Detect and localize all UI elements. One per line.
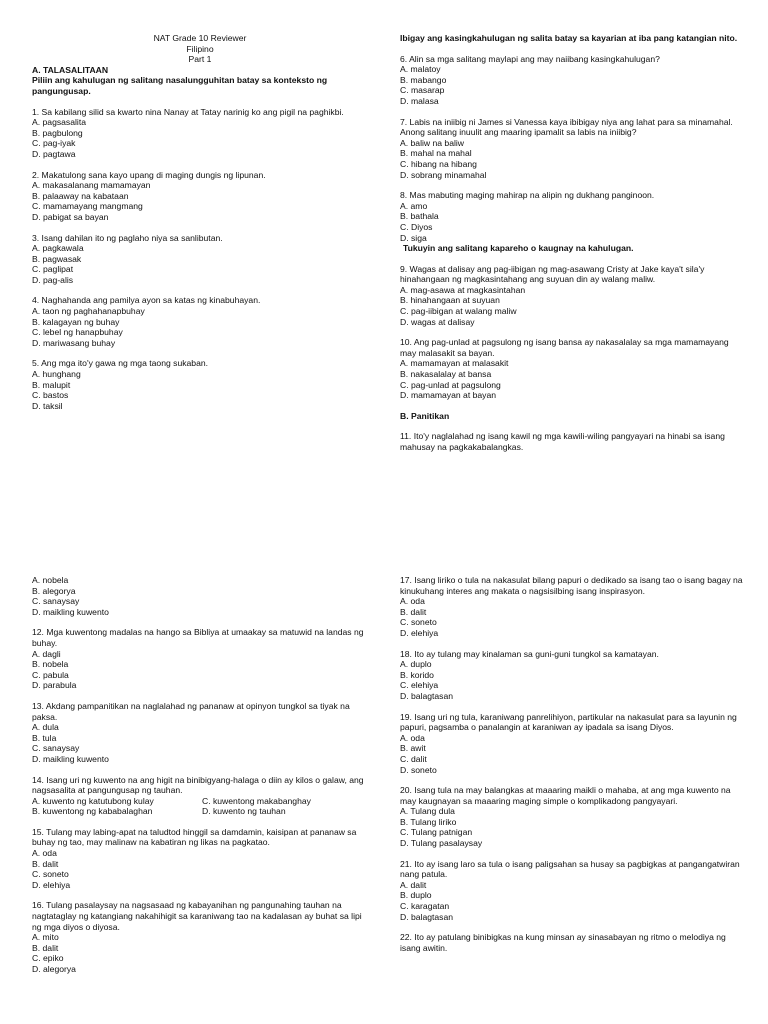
question-text: 5. Ang mga ito'y gawa ng mga taong sukaban. <box>32 358 209 369</box>
option-c: C. epiko <box>32 953 64 964</box>
question-21 <box>400 859 745 923</box>
option-a: A. malatoy <box>400 64 441 75</box>
column-top-left <box>32 33 368 411</box>
part-label: Part 1 <box>188 54 212 65</box>
option-b: B. bathala <box>400 211 439 222</box>
question-text: 17. Isang liriko o tula na nakasulat bilang papuri o dedikado sa isang tao o isang bagay na kinukuhang interes ang makata o nagsisilbing isang inspirasyon. <box>400 575 743 596</box>
option-b: B. kuwentong ng kababalaghan <box>32 806 153 817</box>
option-d: D. mamamayan at bayan <box>400 390 497 401</box>
option-c: C. bastos <box>32 390 69 401</box>
column-top-right <box>400 33 745 453</box>
option-d: D. parabula <box>32 680 77 691</box>
section-a-instructions: Piliin ang kahulugan ng salitang nasalungguhitan batay sa konteksto ng pangungusap. <box>32 75 328 96</box>
option-a: A. duplo <box>400 659 432 670</box>
question-7 <box>400 117 745 181</box>
option-b: B. nobela <box>32 659 69 670</box>
option-d: D. maikling kuwento <box>32 606 109 617</box>
option-c: C. hibang na hibang <box>400 158 477 169</box>
option-c: C. kuwentong makabanghay <box>202 795 311 806</box>
question-4 <box>32 295 368 348</box>
option-c: C. pag-iibigan at walang maliw <box>400 306 517 317</box>
option-b: B. palaaway na kabataan <box>32 190 129 201</box>
question-3 <box>32 233 368 286</box>
option-d: D. pabigat sa bayan <box>32 211 109 222</box>
option-b: B. tula <box>32 732 57 743</box>
question-text: 21. Ito ay isang laro sa tula o isang paligsahan sa husay sa pagbigkas at pangangatwiran nang patula. <box>400 858 740 880</box>
option-b: B. kalagayan ng buhay <box>32 316 120 327</box>
option-c: C. lebel ng hanapbuhay <box>32 327 123 338</box>
option-c: C. Diyos <box>400 221 433 232</box>
question-11-options <box>32 575 372 617</box>
question-1 <box>32 107 368 160</box>
option-c: C. karagatan <box>400 901 450 912</box>
option-d: D. elehiya <box>32 879 71 890</box>
page-title: NAT Grade 10 Reviewer <box>153 33 247 43</box>
option-b: B. hinahangaan at suyuan <box>400 295 500 306</box>
option-b: B. pagwasak <box>32 253 82 264</box>
option-c: C. pag-unlad at pagsulong <box>400 379 501 390</box>
section-a-title: A. TALASALITAAN <box>32 64 109 75</box>
section-a3-instructions: Tukuyin ang salitang kapareho o kaugnay na kahulugan. <box>403 243 634 254</box>
option-d: D. kuwento ng tauhan <box>202 806 286 817</box>
option-c: C. sanaysay <box>32 596 80 607</box>
option-d: D. malasa <box>400 95 439 106</box>
option-b: B. nakasalalay at bansa <box>400 369 492 380</box>
question-8 <box>400 190 745 243</box>
question-10 <box>400 337 745 401</box>
option-a: A. Tulang dula <box>400 806 455 817</box>
option-c: C. pag-iyak <box>32 138 76 149</box>
question-16 <box>32 900 372 974</box>
option-d: D. elehiya <box>400 627 439 638</box>
question-22 <box>400 932 745 953</box>
question-20 <box>400 785 745 849</box>
column-bottom-left <box>32 575 372 975</box>
option-c: C. sanaysay <box>32 743 80 754</box>
option-a: A. oda <box>32 848 57 859</box>
question-text: 3. Isang dahilan ito ng paglaho niya sa sanlibutan. <box>32 232 223 243</box>
question-text: 14. Isang uri ng kuwento na ang higit na binibigyang-halaga o diin ay kilos o galaw, ang nagsasalita at pangungusap ng tauhan. <box>32 774 364 796</box>
option-d: D. Tulang pasalaysay <box>400 838 483 849</box>
option-d: D. wagas at dalisay <box>400 316 475 327</box>
option-b: B. alegorya <box>32 585 76 596</box>
option-a: A. mamamayan at malasakit <box>400 358 509 369</box>
option-d: D. soneto <box>400 764 437 775</box>
option-c: C. elehiya <box>400 680 439 691</box>
option-d: D. alegorya <box>32 964 76 974</box>
option-d: D. maikling kuwento <box>32 753 109 764</box>
option-b: B. dalit <box>32 942 59 953</box>
question-18 <box>400 649 745 702</box>
question-text: 1. Sa kabilang silid sa kwarto nina Nanay at Tatay narinig ko ang pigil na paghikbi. <box>32 106 344 117</box>
option-b: B. mahal na mahal <box>400 148 472 159</box>
question-text: 20. Isang tula na may balangkas at maaaring maikli o mahaba, at ang mga kuwento na may kaugnayan sa maaaring maging simple o komplikadong pangyayari. <box>400 785 731 806</box>
question-text: 4. Naghahanda ang pamilya ayon sa katas ng kinabuhayan. <box>32 295 261 306</box>
section-a2-instructions: Ibigay ang kasingkahulugan ng salita batay sa kayarian at iba pang katangian nito. <box>400 33 738 43</box>
question-text: 10. Ang pag-unlad at pagsulong ng isang bansa ay nakasalalay sa mga mamamayang may malasakit sa bayan. <box>400 337 729 358</box>
question-text: 16. Tulang pasalaysay na nagsasaad ng kabayanihan ng pangunahing tauhan na nagtataglay ng katangiang nakahihigit sa karaniwang tao na kadalasan ay buhat sa lipi ng mga diyos o diyosa. <box>32 900 362 932</box>
question-text: 8. Mas mabuting maging mahirap na alipin ng dukhang panginoon. <box>400 190 655 201</box>
option-a: A. nobela <box>32 575 69 585</box>
option-a: A. hunghang <box>32 369 81 380</box>
question-6 <box>400 54 745 107</box>
question-text: 13. Akdang pampanitikan na naglalahad ng pananaw at opinyon tungkol sa tiyak na paksa. <box>32 700 350 722</box>
option-a: A. dagli <box>32 648 61 659</box>
option-a: A. mag-asawa at magkasintahan <box>400 284 526 295</box>
question-text: 9. Wagas at dalisay ang pag-iibigan ng mag-asawang Cristy at Jake kaya't sila'y hinahangaan ng magkasintahang ang suyuan din ay walang maliw. <box>400 263 705 285</box>
option-a: A. makasalanang mamamayan <box>32 180 151 191</box>
option-b: B. pagbulong <box>32 127 83 138</box>
option-c: C. pabula <box>32 669 69 680</box>
option-c: C. soneto <box>400 617 437 628</box>
option-a: A. mito <box>32 932 59 943</box>
question-text: 19. Isang uri ng tula, karaniwang panrelihiyon, partikular na nakasulat para sa layunin ng papuri, pagsamba o panalangin at karaniwan ay ipadala sa isang Diyos. <box>400 711 737 733</box>
question-19 <box>400 712 745 776</box>
option-d: D. balagtasan <box>400 690 454 701</box>
option-c: C. dalit <box>400 753 427 764</box>
option-d: D. pag-alis <box>32 274 74 285</box>
question-text: 18. Ito ay tulang may kinalaman sa guni-guni tungkol sa kamatayan. <box>400 648 659 659</box>
question-17 <box>400 575 745 639</box>
option-a: A. kuwento ng katutubong kulay <box>32 795 154 806</box>
question-12 <box>32 627 372 691</box>
question-9 <box>400 264 745 328</box>
option-a: A. oda <box>400 732 425 743</box>
option-a: A. taon ng paghahanapbuhay <box>32 306 145 317</box>
option-d: D. balagtasan <box>400 911 454 922</box>
column-bottom-right <box>400 575 745 953</box>
option-c: C. soneto <box>32 869 69 880</box>
section-b-title: B. Panitikan <box>400 410 450 421</box>
option-d: D. pagtawa <box>32 148 76 159</box>
option-c: C. Tulang patnigan <box>400 827 473 838</box>
question-text: 15. Tulang may labing-apat na taludtod hinggil sa damdamin, kaisipan at pananaw sa buhay ng tao, may malinaw na kabatiran ng likas na pagkatao. <box>32 826 357 848</box>
option-b: B. korido <box>400 669 434 680</box>
question-5 <box>32 358 368 411</box>
option-c: C. paglipat <box>32 264 74 275</box>
option-b: B. duplo <box>400 890 432 901</box>
subject-label: Filipino <box>186 43 214 54</box>
option-b: B. dalit <box>32 858 59 869</box>
option-d: D. mariwasang buhay <box>32 337 116 348</box>
option-d: D. sobrang minamahal <box>400 169 487 180</box>
question-text: 7. Labis na iniibig ni James si Vanessa kaya ibibigay niya ang lahat para sa minamahal. Anong salitang inuulit ang maaring ipamalit sa labis na iniibig? <box>400 116 733 138</box>
question-13 <box>32 701 372 765</box>
question-text: 6. Alin sa mga salitang maylapi ang may naiibang kasingkahulugan? <box>400 53 660 64</box>
question-text: 12. Mga kuwentong madalas na hango sa Bibliya at umaakay sa matuwid na landas ng buhay. <box>32 627 364 648</box>
option-b: B. awit <box>400 743 426 754</box>
option-a: A. baliw na baliw <box>400 137 465 148</box>
option-a: A. dalit <box>400 879 427 890</box>
option-a: A. oda <box>400 596 425 607</box>
question-14 <box>32 775 372 817</box>
option-a: A. pagsasalita <box>32 117 86 128</box>
option-a: A. amo <box>400 200 428 211</box>
option-c: C. masarap <box>400 85 445 96</box>
question-2 <box>32 170 368 223</box>
option-c: C. mamamayang mangmang <box>32 201 143 212</box>
option-a: A. pagkawala <box>32 243 84 254</box>
option-b: B. dalit <box>400 606 427 617</box>
option-b: B. mabango <box>400 74 447 85</box>
option-d: D. siga <box>400 232 427 243</box>
question-text: 22. Ito ay patulang binibigkas na kung minsan ay sinasabayan ng ritmo o melodiya ng isang awitin. <box>400 932 726 953</box>
question-11-text: 11. Ito'y naglalahad ng isang kawil ng mga kawili-wiling pangyayari na hinabi sa isang mahusay na pagkakabalangkas. <box>400 431 725 452</box>
option-b: B. malupit <box>32 379 71 390</box>
question-text: 2. Makatulong sana kayo upang di maging dungis ng lipunan. <box>32 169 266 180</box>
option-d: D. taksil <box>32 400 63 411</box>
option-a: A. dula <box>32 722 59 733</box>
question-15 <box>32 827 372 891</box>
option-b: B. Tulang liriko <box>400 816 457 827</box>
